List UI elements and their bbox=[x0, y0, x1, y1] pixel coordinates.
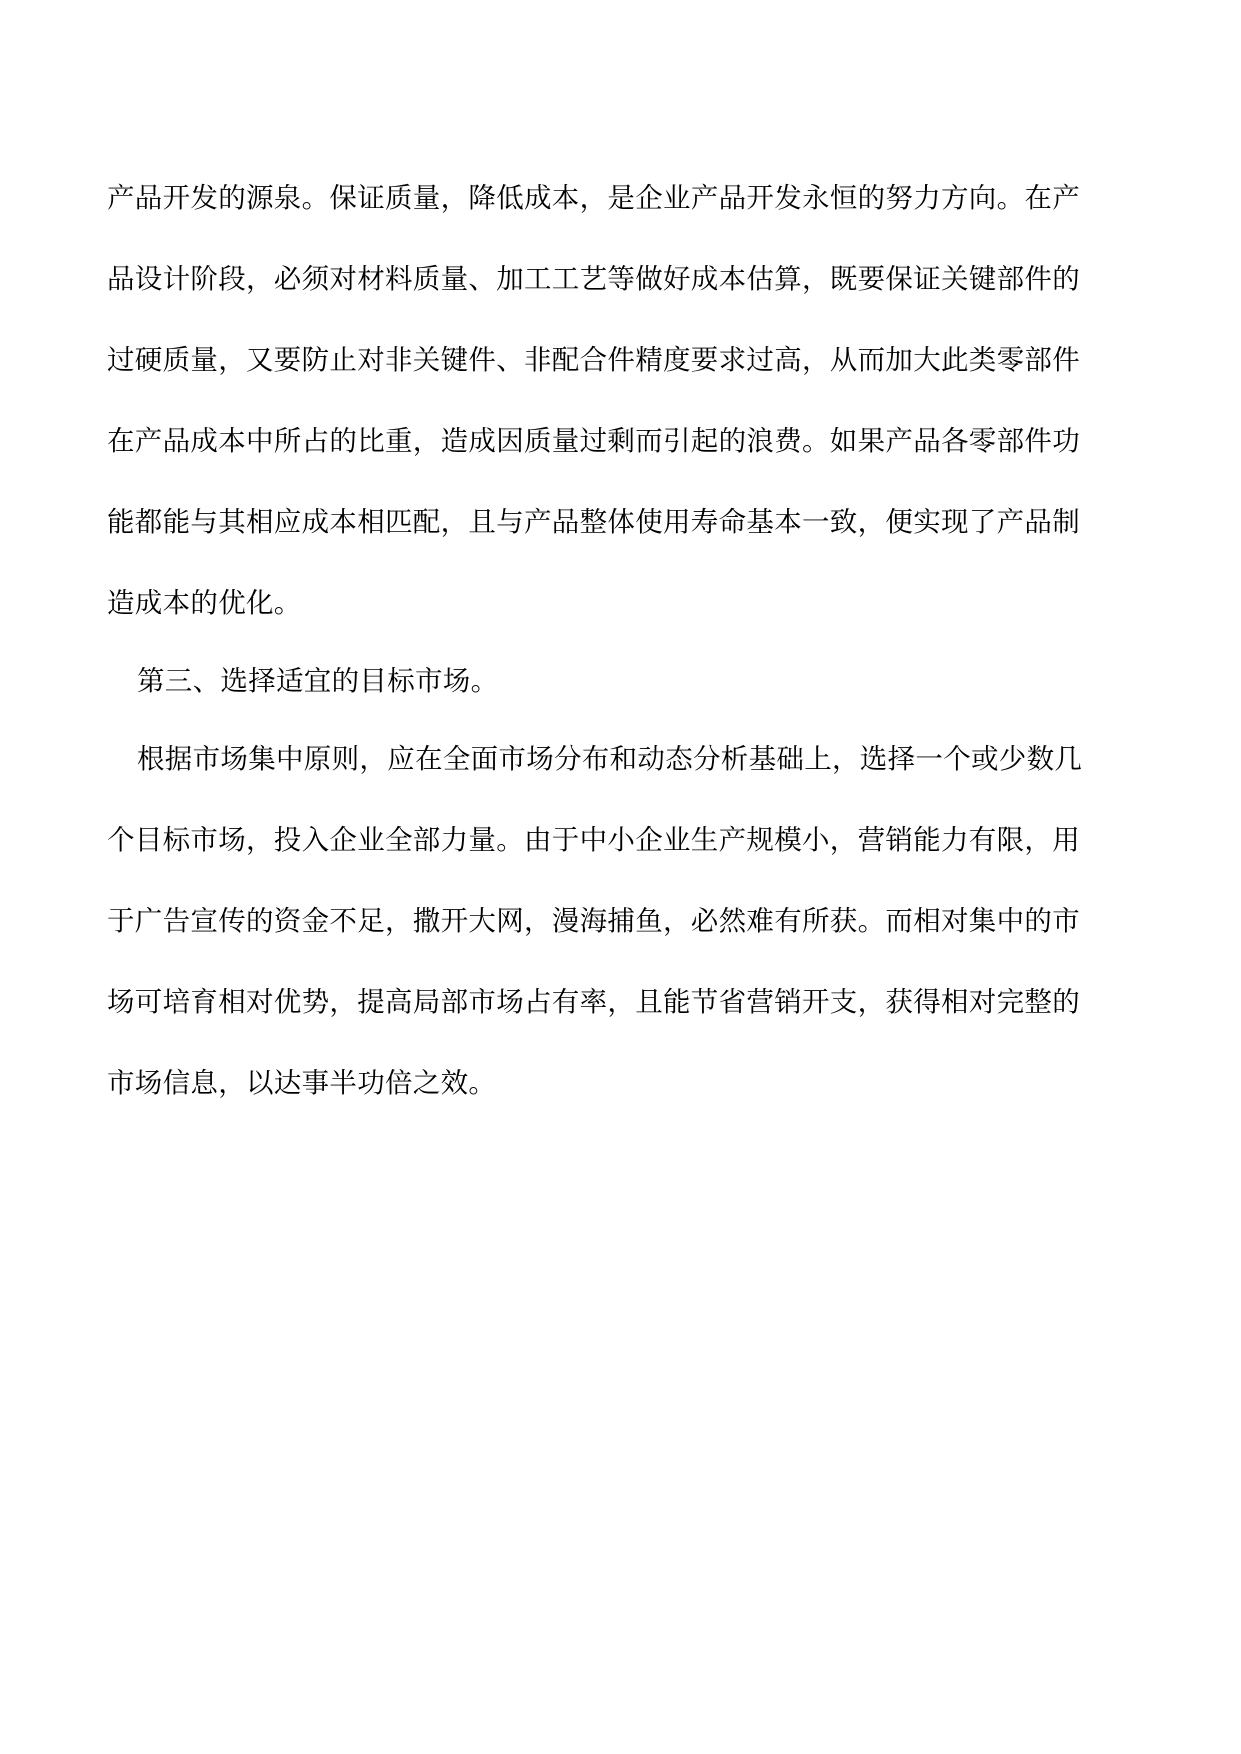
paragraph-line: 品设计阶段，必须对材料质量、加工工艺等做好成本估算，既要保证关键部件的 bbox=[107, 263, 1080, 295]
paragraph-line: 场可培育相对优势，提高局部市场占有率，且能节省营销开支，获得相对完整的 bbox=[107, 986, 1080, 1018]
document-body bbox=[107, 158, 1137, 1124]
paragraph-line: 产品开发的源泉。保证质量，降低成本，是企业产品开发永恒的努力方向。在产 bbox=[107, 182, 1080, 214]
paragraph-line: 个目标市场，投入企业全部力量。由于中小企业生产规模小，营销能力有限，用 bbox=[107, 824, 1080, 856]
section-heading: 第三、选择适宜的目标市场。 bbox=[137, 665, 499, 697]
paragraph-line: 在产品成本中所占的比重，造成因质量过剩而引起的浪费。如果产品各零部件功 bbox=[107, 425, 1080, 457]
paragraph-target-market bbox=[107, 719, 1137, 1124]
paragraph-line: 过硬质量，又要防止对非关键件、非配合件精度要求过高，从而加大此类零部件 bbox=[107, 344, 1080, 376]
paragraph-product-cost bbox=[107, 158, 1137, 644]
paragraph-line: 市场信息，以达事半功倍之效。 bbox=[107, 1067, 497, 1099]
paragraph-line: 于广告宣传的资金不足，撒开大网，漫海捕鱼，必然难有所获。而相对集中的市 bbox=[107, 905, 1080, 937]
paragraph-line: 能都能与其相应成本相匹配，且与产品整体使用寿命基本一致，便实现了产品制 bbox=[107, 506, 1080, 538]
paragraph-line: 根据市场集中原则，应在全面市场分布和动态分析基础上，选择一个或少数几 bbox=[137, 743, 1083, 775]
paragraph-line: 造成本的优化。 bbox=[107, 587, 302, 619]
